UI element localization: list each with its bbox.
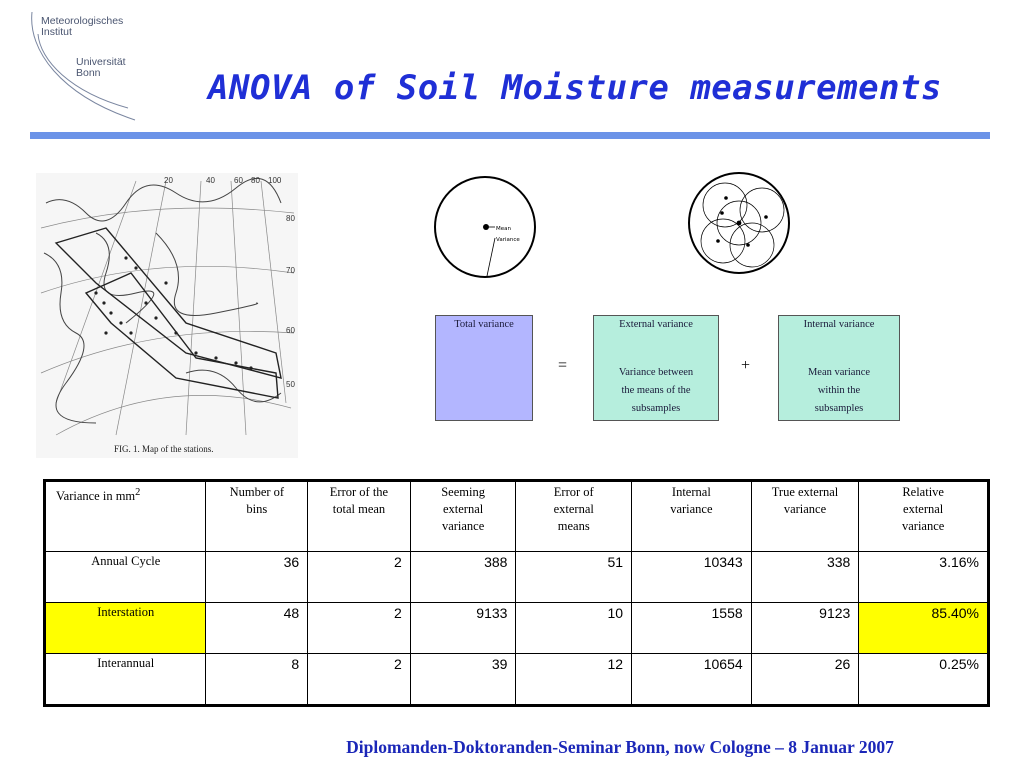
header-line: Number of [229,485,285,499]
external-variance-box [593,315,719,421]
mean-dot [483,224,489,230]
map-tick-top-3: 60 [234,176,243,185]
plus-sign: + [741,357,751,374]
header-line: variance [783,502,827,516]
table-header-row [45,481,989,552]
external-variance-description [594,364,718,418]
station-map-figure [36,173,298,458]
header-line: bins [246,502,268,516]
table-cell: 51 [516,552,632,603]
row-label-annual-cycle: Annual Cycle [45,552,206,603]
footer-text: Diplomanden-Doktoranden-Seminar Bonn, now Cologne – 8 Januar 2007 [346,737,894,757]
header-line: True external [771,485,839,499]
internal-variance-description [779,364,899,418]
table-cell: 338 [751,552,859,603]
table-cell: 10343 [632,552,752,603]
table-cell: 10 [516,603,632,654]
header-line: external [903,502,944,516]
table-cell: 2 [308,654,411,706]
table-cell: 2 [308,603,411,654]
header-line: external [553,502,594,516]
table-cell: 39 [410,654,516,706]
header-line: variance [670,502,713,516]
station-map-drawing [36,173,298,458]
table-cell: 9123 [751,603,859,654]
logo-line-4: Bonn [76,67,101,79]
header-line: variance [441,519,485,533]
map-tick-right-2: 70 [286,266,295,275]
variance-radius-line [487,238,495,276]
table-cell: 12 [516,654,632,706]
table-cell: 388 [410,552,516,603]
header-line: Error of [553,485,594,499]
header-number-of-bins [206,481,308,552]
map-tick-right-3: 60 [286,326,295,335]
table-row [45,654,989,706]
table-cell: 1558 [632,603,752,654]
table-row [45,552,989,603]
logo-line-2: Institut [41,26,72,38]
header-true-external-variance [751,481,859,552]
equals-sign: = [558,357,568,374]
header-variance-unit-sup: 2 [135,487,141,498]
internal-desc-line-1: Mean variance [807,367,871,378]
variance-circles-svg [425,165,805,285]
slide-title: ANOVA of Soil Moisture measurements [208,68,942,108]
header-line: external [442,502,484,516]
header-variance-unit [45,481,206,552]
header-line: means [557,519,590,533]
header-line: Seeming [441,485,485,499]
internal-desc-line-3: subsamples [814,403,864,414]
map-tick-right-1: 80 [286,214,295,223]
table-row [45,603,989,654]
header-variance-unit-text: Variance in mm [56,489,136,504]
table-cell: 2 [308,552,411,603]
header-error-external-means [516,481,632,552]
map-tick-top-2: 40 [206,176,215,185]
anova-table [43,479,990,707]
logo-line-3: Universität [76,56,126,68]
header-line: Internal [671,485,711,499]
map-tick-right-4: 50 [286,380,295,389]
university-logo [0,0,150,125]
table-cell: 3.16% [859,552,989,603]
total-variance-box [435,315,533,421]
external-desc-line-3: subsamples [631,403,681,414]
map-tick-top-5: 100 [268,176,282,185]
external-variance-label: External variance [619,319,693,330]
variance-label: Variance [496,237,520,243]
header-seeming-external-variance [410,481,516,552]
internal-desc-line-2: within the [817,385,861,396]
internal-variance-box [778,315,900,421]
table-cell: 10654 [632,654,752,706]
header-line: Relative [902,485,944,499]
header-line: Error of the [329,485,389,499]
header-line: variance [902,519,945,533]
header-relative-external-variance [859,481,989,552]
table-cell: 48 [206,603,308,654]
map-tick-top-4: 80 [251,176,260,185]
row-label-interstation: Interstation [45,603,206,654]
table-cell: 36 [206,552,308,603]
map-caption: FIG. 1. Map of the stations. [114,444,214,454]
logo-line-1: Meteorologisches [41,15,124,27]
variance-circles-diagram [425,165,805,285]
mean-label: Mean [496,226,511,232]
table-cell: 8 [206,654,308,706]
external-desc-line-2: the means of the [621,385,691,396]
external-desc-line-1: Variance between [618,367,694,378]
title-underline [30,132,990,139]
header-line: total mean [332,502,386,516]
total-variance-label: Total variance [454,319,514,330]
table-cell: 26 [751,654,859,706]
table-cell: 9133 [410,603,516,654]
header-error-total-mean [308,481,411,552]
table-cell: 0.25% [859,654,989,706]
row-label-interannual: Interannual [45,654,206,706]
header-internal-variance [632,481,752,552]
internal-variance-label: Internal variance [803,319,875,330]
highlighted-table-cell: 85.40% [859,603,989,654]
map-tick-top-1: 20 [164,176,173,185]
